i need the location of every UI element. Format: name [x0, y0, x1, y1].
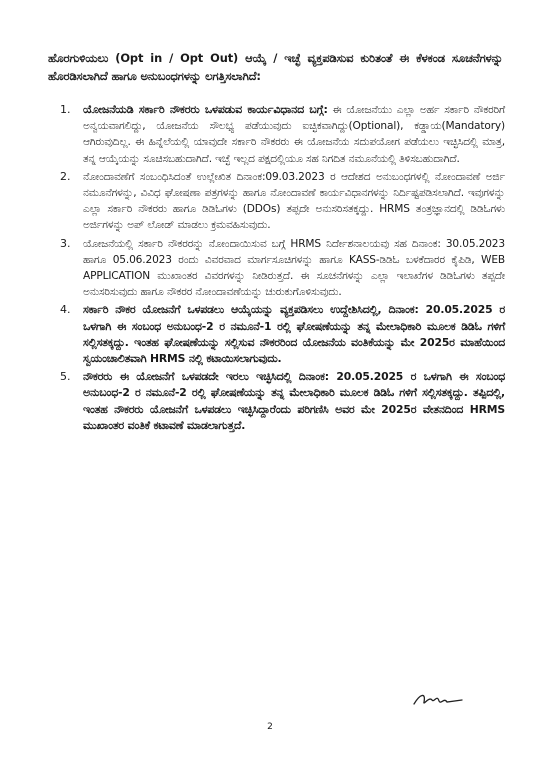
item-text: ಈ ಯೋಜನೆಯು ಎಲ್ಲಾ ಅರ್ಹ ಸರ್ಕಾರಿ ನೌಕರರಿಗೆ ಅನ್ವಯವಾಗಲಿದ್ದು, ಯೋಜನೆಯ ಸೌಲಭ್ಯ ಪಡೆಯುವುದು ಐಚ್ಛಿಕವಾಗಿದ್ದು(Optional), ಕಡ್ಡಾಯ(Mandatory) ಆಗಿರುವುದಿಲ್ಲ. ಈ ಹಿನ್ನೆಲೆಯಲ್ಲಿ ಯಾವುದೇ ಸರ್ಕಾರಿ ನೌಕರರು ಈ ಯೋಜನೆಯ ಸದುಪಯೋಗ ಪಡೆಯಲು ಇಚ್ಛಿಸಿದಲ್ಲಿ ಮಾತ್ರ, ತನ್ನ ಆಯ್ಕೆಯನ್ನು ಸೂಚಿಸಬಹುದಾಗಿದೆ. ಇಚ್ಛೆ ಇಲ್ಲದ ಪಕ್ಷದಲ್ಲಿಯೂ ಸಹ ನಿಗದಿತ ನಮೂನೆಯಲ್ಲಿ ತಿಳಿಸಬಹುದಾಗಿದೆ. — [83, 104, 506, 165]
list-item — [60, 302, 505, 367]
item-body — [83, 102, 505, 167]
item-number: 5. — [60, 370, 71, 384]
item-text: ಸರ್ಕಾರಿ ನೌಕರ ಯೋಜನೆಗೆ ಒಳಪಡಲು ಆಯ್ಕೆಯನ್ನು ವ್ಯಕ್ತಪಡಿಸಲು ಉದ್ದೇಶಿಸಿದಲ್ಲಿ, ದಿನಾಂಕ: 20.05.2025 ರ ಒಳಗಾಗಿ ಈ ಸಂಬಂಧ ಅನುಬಂಧ-2 ರ ನಮೂನೆ-1 ರಲ್ಲಿ ಘೋಷಣೆಯನ್ನು ತನ್ನ ಮೇಲಾಧಿಕಾರಿ ಮೂಲಕ ಡಿಡಿಓ ಗಳಿಗೆ ಸಲ್ಲಿಸತಕ್ಕದ್ದು. ಇಂತಹ ಘೋಷಣೆಯನ್ನು ಸಲ್ಲಿಸುವ ನೌಕರರಿಂದ ಯೋಜನೆಯ ವಂತಿಕೆಯನ್ನು ಮೇ 2025ರ ಮಾಹೆಯಿಂದ ಸ್ವಯಂಚಾಲಿತವಾಗಿ HRMS ನಲ್ಲಿ ಕಟಾಯಿಸಲಾಗುವುದು. — [83, 303, 505, 366]
item-heading: ಯೋಜನೆಯಡಿ ಸರ್ಕಾರಿ ನೌಕರರು ಒಳಪಡುವ ಕಾರ್ಯವಿಧಾನದ ಬಗ್ಗೆ: — [83, 103, 328, 116]
item-text: ಯೋಜನೆಯಲ್ಲಿ ಸರ್ಕಾರಿ ನೌಕರರನ್ನು ನೋಂದಾಯಿಸುವ ಬಗ್ಗೆ HRMS ನಿರ್ದೇಶನಾಲಯವು ಸಹ ದಿನಾಂಕ: 30.05.2023 ಹಾಗೂ 05.06.2023 ರಂದು ವಿವರವಾದ ಮಾರ್ಗಸೂಚಿಗಳನ್ನು ಹಾಗೂ KASS-ಡಿಡಿಓ ಬಳಕೆದಾರರ ಕೈಪಿಡಿ, WEB APPLICATION ಮುಖಾಂತರ ವಿವರಗಳನ್ನು ನೀಡಿರುತ್ತದೆ. ಈ ಸೂಚನೆಗಳನ್ನು ಎಲ್ಲಾ ಇಲಾಖೆಗಳ ಡಿಡಿಓಗಳು ತಪ್ಪದೇ ಅನುಸರಿಸುವುದು ಹಾಗೂ ನೌಕರರ ನೋಂದಾವಣೆಯನ್ನು ಚುರುಕುಗೊಳಿಸುವುದು. — [83, 237, 505, 299]
intro-paragraph: ಹೊರಗುಳಿಯಲು (Opt in / Opt Out) ಆಯ್ಕೆ / ಇಚ್ಛೆ ವ್ಯಕ್ತಪಡಿಸುವ ಕುರಿತಂತೆ ಈ ಕೆಳಕಂಡ ಸೂಚನೆಗಳನ್ನು ಹೊರಡಿಸಲಾಗಿದೆ ಹಾಗೂ ಅನುಬಂಧಗಳನ್ನು ಲಗತ್ತಿಸಲಾಗಿದೆ: — [48, 51, 503, 84]
item-number: 1. — [60, 103, 71, 116]
page-number: 2 — [267, 722, 273, 732]
item-text: ನೋಂದಾವಣೆಗೆ ಸಂಬಂಧಿಸಿದಂತೆ ಉಲ್ಲೇಖಿತ ದಿನಾಂಕ:09.03.2023 ರ ಆದೇಶದ ಅನುಬಂಧಗಳಲ್ಲಿ ನೋಂದಾವಣೆ ಅರ್ಜಿ ನಮೂನೆಗಳನ್ನು, ವಿವಿಧ ಘೋಷಣಾ ಪತ್ರಗಳನ್ನು ಹಾಗೂ ನೋಂದಾವಣೆ ಕಾರ್ಯವಿಧಾನಗಳನ್ನು ನಿರ್ದಿಷ್ಟಪಡಿಸಲಾಗಿದೆ. ಇವುಗಳನ್ನು ಎಲ್ಲಾ ಸರ್ಕಾರಿ ನೌಕರರು ಹಾಗೂ ಡಿಡಿಓಗಳು (DDOs) ತಪ್ಪದೇ ಅನುಸರಿಸತಕ್ಕದ್ದು. HRMS ತಂತ್ರಜ್ಞಾನದಲ್ಲಿ ಡಿಡಿಓಗಳು ಅರ್ಜಿಗಳನ್ನು ಅಪ್ ಲೋಡ್ ಮಾಡಲು ಕ್ರಮವಹಿಸುವುದು. — [83, 170, 505, 232]
list-item — [60, 369, 505, 434]
list-item — [60, 102, 505, 167]
list-item — [60, 169, 505, 234]
item-text: ನೌಕರರು ಈ ಯೋಜನೆಗೆ ಒಳಪಡದೇ ಇರಲು ಇಚ್ಛಿಸಿದಲ್ಲಿ ದಿನಾಂಕ: 20.05.2025 ರ ಒಳಗಾಗಿ ಈ ಸಂಬಂಧ ಅನುಬಂಧ-2 ರ ನಮೂನೆ-2 ರಲ್ಲಿ ಘೋಷಣೆಯನ್ನು ತನ್ನ ಮೇಲಾಧಿಕಾರಿ ಮೂಲಕ ಡಿಡಿಓ ಗಳಿಗೆ ಸಲ್ಲಿಸತಕ್ಕದ್ದು. ತಪ್ಪಿದಲ್ಲಿ, ಇಂತಹ ನೌಕರರು ಯೋಜನೆಗೆ ಒಳಪಡಲು ಇಚ್ಛಿಸಿದ್ದಾರೆಂದು ಪರಿಗಣಿಸಿ ಅವರ ಮೇ 2025ರ ವೇತನದಿಂದ HRMS ಮುಖಾಂತರ ವಂತಿಕೆ ಕಟಾವಣೆ ಮಾಡಲಾಗುತ್ತದೆ. — [83, 370, 505, 432]
signature-mark — [410, 688, 470, 710]
item-number: 2. — [60, 169, 71, 183]
instruction-list — [60, 102, 505, 436]
item-number: 3. — [60, 236, 71, 250]
item-number: 4. — [60, 303, 71, 317]
list-item — [60, 236, 505, 301]
